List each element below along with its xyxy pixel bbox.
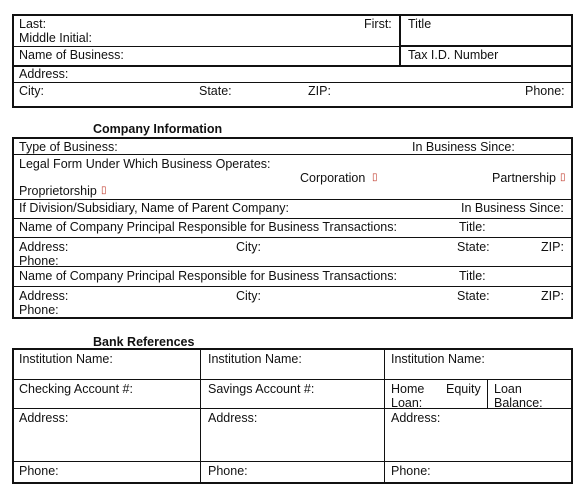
state1-label: State: bbox=[457, 240, 490, 254]
division-label: If Division/Subsidiary, Name of Parent Company: bbox=[19, 201, 290, 215]
division-since-label: In Business Since: bbox=[461, 201, 564, 215]
home-label: Home bbox=[391, 382, 425, 396]
partnership-label: Partnership bbox=[492, 171, 556, 185]
address2-label: Address: bbox=[19, 289, 69, 303]
bank3-address-label: Address: bbox=[391, 411, 441, 425]
savings-account-label: Savings Account #: bbox=[208, 382, 315, 396]
company-rule-3 bbox=[13, 218, 572, 219]
bank2-institution-label: Institution Name: bbox=[208, 352, 302, 366]
bank1-institution-label: Institution Name: bbox=[19, 352, 113, 366]
bank-box bbox=[12, 348, 573, 484]
bank-loan-divider bbox=[487, 380, 488, 408]
bank1-phone-label: Phone: bbox=[19, 464, 59, 478]
tax-id-label: Tax I.D. Number bbox=[408, 48, 499, 62]
phone-label: Phone: bbox=[525, 84, 565, 98]
partnership-checkbox[interactable]: ▯ bbox=[560, 172, 566, 183]
state2-label: State: bbox=[457, 289, 490, 303]
in-business-since-label: In Business Since: bbox=[412, 140, 515, 154]
legal-form-label: Legal Form Under Which Business Operates: bbox=[19, 157, 271, 171]
company-rule-5 bbox=[13, 266, 572, 267]
loan-label: Loan bbox=[494, 382, 522, 396]
phone2-label: Phone: bbox=[19, 303, 59, 317]
bank3-phone-label: Phone: bbox=[391, 464, 431, 478]
bank-rule-2 bbox=[13, 408, 572, 409]
address1-label: Address: bbox=[19, 240, 69, 254]
corporation-checkbox[interactable]: ▯ bbox=[372, 172, 378, 183]
last-label: Last: bbox=[19, 17, 47, 31]
zip1-label: ZIP: bbox=[541, 240, 564, 254]
type-of-business-label: Type of Business: bbox=[19, 140, 118, 154]
bank3-institution-label: Institution Name: bbox=[391, 352, 485, 366]
phone1-label: Phone: bbox=[19, 254, 59, 268]
city-label: City: bbox=[19, 84, 44, 98]
company-rule-6 bbox=[13, 286, 572, 287]
corporation-label: Corporation bbox=[300, 171, 366, 185]
bank1-address-label: Address: bbox=[19, 411, 69, 425]
zip-label: ZIP: bbox=[308, 84, 331, 98]
home-loan-label: Loan: bbox=[391, 396, 423, 410]
title-label: Title bbox=[408, 17, 432, 31]
title-bottom-rule bbox=[399, 45, 573, 47]
middle-initial-label: Middle Initial: bbox=[19, 31, 92, 45]
address-rule bbox=[13, 82, 572, 83]
title-divider bbox=[399, 14, 401, 66]
first-label: First: bbox=[364, 17, 392, 31]
state-label: State: bbox=[199, 84, 232, 98]
principal2-label: Name of Company Principal Responsible for Business Transactions: bbox=[19, 269, 397, 283]
proprietorship-label: Proprietorship bbox=[19, 184, 97, 198]
company-heading: Company Information bbox=[93, 122, 223, 136]
zip2-label: ZIP: bbox=[541, 289, 564, 303]
principal2-title-label: Title: bbox=[459, 269, 486, 283]
business-rule bbox=[12, 65, 573, 67]
city1-label: City: bbox=[236, 240, 261, 254]
company-rule-4 bbox=[13, 237, 572, 238]
bank-col-divider-2 bbox=[384, 349, 385, 483]
bank2-phone-label: Phone: bbox=[208, 464, 248, 478]
bank2-address-label: Address: bbox=[208, 411, 258, 425]
checking-account-label: Checking Account #: bbox=[19, 382, 133, 396]
company-rule-1 bbox=[13, 154, 572, 155]
principal1-label: Name of Company Principal Responsible for Business Transactions: bbox=[19, 220, 397, 234]
bank-rule-1 bbox=[13, 379, 572, 380]
bank-heading: Bank References bbox=[93, 335, 195, 349]
business-name-label: Name of Business: bbox=[19, 48, 124, 62]
balance-label: Balance: bbox=[494, 396, 543, 410]
proprietorship-checkbox[interactable]: ▯ bbox=[101, 185, 107, 196]
principal1-title-label: Title: bbox=[459, 220, 486, 234]
city2-label: City: bbox=[236, 289, 261, 303]
company-rule-2 bbox=[13, 199, 572, 200]
bank-col-divider-1 bbox=[200, 349, 201, 483]
name-rule bbox=[13, 46, 399, 47]
bank-rule-3 bbox=[13, 461, 572, 462]
equity-label: Equity bbox=[446, 382, 481, 396]
address-label: Address: bbox=[19, 67, 69, 81]
